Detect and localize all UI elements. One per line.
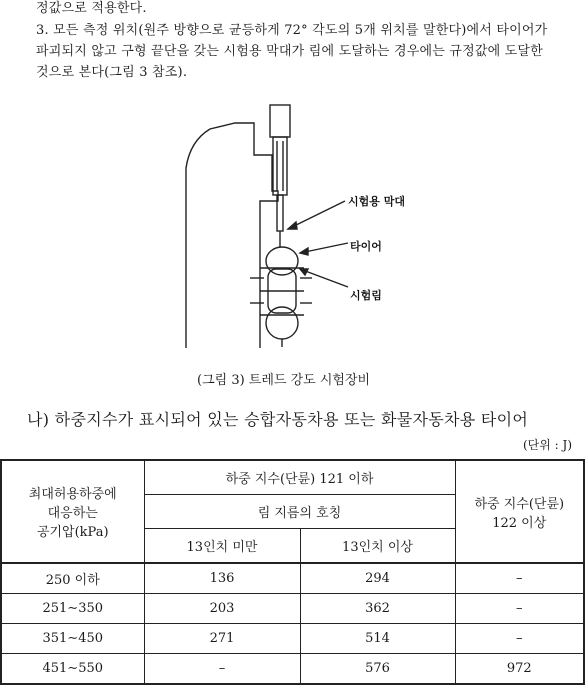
tread-strength-test-figure: [180, 93, 430, 355]
label-tire: 타이어: [350, 240, 382, 253]
table-row: [1, 563, 584, 594]
value-cell: 362: [300, 594, 455, 624]
text-line-4: 것으로 본다(그림 3 참조).: [36, 65, 188, 80]
label-test-plunger: 시험용 막대: [348, 195, 405, 208]
value-cell: –: [144, 654, 300, 685]
impact-energy-table: [0, 459, 585, 685]
row-header-line-2: 대응하는: [47, 506, 98, 521]
col-a-header: 13인치 미만: [144, 529, 300, 564]
pressure-cell: 451∼550: [1, 654, 144, 685]
value-cell: 136: [144, 563, 300, 594]
table-row: [1, 654, 584, 685]
table-row: [1, 624, 584, 654]
value-cell: –: [455, 624, 584, 654]
value-cell: 972: [455, 654, 584, 685]
value-cell: 271: [144, 624, 300, 654]
col-c-header-line-1: 하중 지수(단륜): [474, 496, 565, 512]
frame-outline: [186, 123, 278, 348]
text-line-1: 정값으로 적용한다.: [36, 1, 147, 16]
value-cell: 203: [144, 594, 300, 624]
subgroup-header: 림 지름의 호칭: [144, 495, 455, 529]
value-cell: –: [455, 594, 584, 624]
unit-label: (단위 : J): [523, 438, 573, 452]
figure-caption: (그림 3) 트레드 강도 시험장비: [197, 373, 371, 388]
value-cell: –: [455, 563, 584, 594]
value-cell: 514: [300, 624, 455, 654]
pressure-cell: 351∼450: [1, 624, 144, 654]
col-b-header: 13인치 이상: [300, 529, 455, 564]
row-header-cell: [1, 460, 144, 563]
row-header-line-3: 공기압(kPa): [36, 525, 109, 540]
value-cell: 294: [300, 563, 455, 594]
col-c-header-line-2: 122 이상: [492, 515, 547, 531]
table-row: [1, 594, 584, 624]
pressure-cell: 250 이하: [1, 563, 144, 594]
row-header-line-1: 최대허용하중에: [28, 487, 117, 502]
section-heading: 나) 하중지수가 표시되어 있는 승합자동차용 또는 화물자동차용 타이어: [27, 410, 529, 429]
value-cell: 576: [300, 654, 455, 685]
text-line-3: 파괴되지 않고 구형 끝단을 갖는 시험용 막대가 림에 도달하는 경우에는 규정값에 도달한: [36, 44, 543, 59]
text-line-2: 3. 모든 측정 위치(원주 방향으로 균등하게 72° 각도의 5개 위치를 말한다)에서 타이어가: [36, 23, 548, 38]
col-c-header: [455, 460, 584, 563]
pressure-cell: 251∼350: [1, 594, 144, 624]
group-header: 하중 지수(단륜) 121 이하: [144, 460, 455, 495]
test-rim: [266, 307, 298, 339]
upper-housing: [270, 105, 290, 137]
label-test-rim: 시험림: [350, 289, 382, 302]
